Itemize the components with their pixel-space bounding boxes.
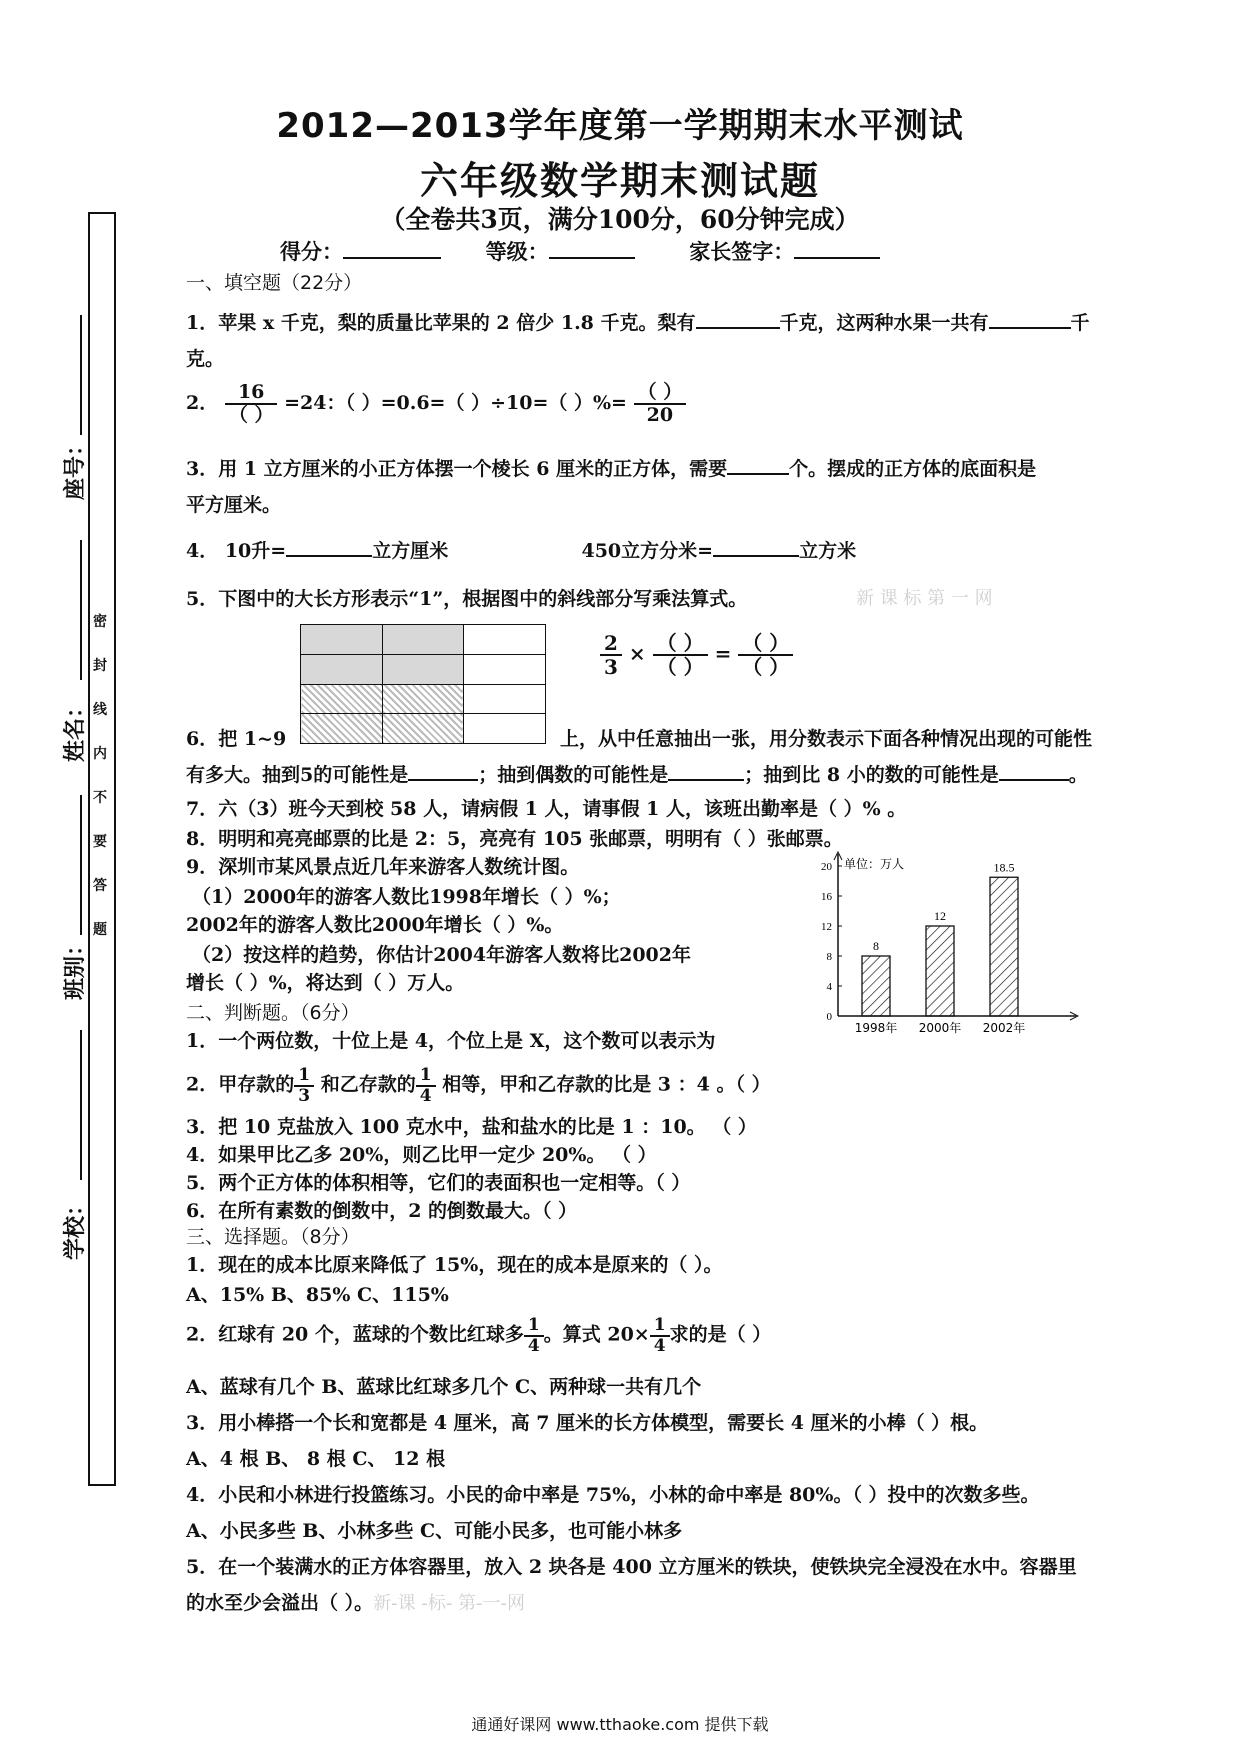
q3-1: 1．现在的成本比原来降低了 15%，现在的成本是原来的（ ）。 — [186, 1254, 723, 1276]
school-label: 学校： — [63, 1193, 88, 1260]
q3-4-options: A、小民多些 B、小林多些 C、可能小民多，也可能小林多 — [186, 1520, 683, 1542]
exam-subtitle: （全卷共3页，满分100分，60分钟完成） — [380, 205, 860, 234]
q1-2: 2． $\frac{16}{( )}$ =24：（ ）=0.6=（ ）÷10=（ ）%= $\frac{( )}{20}$ — [186, 382, 686, 426]
y-tick-label: 4 — [826, 981, 832, 993]
score-blank[interactable] — [343, 239, 441, 259]
q1-9: 9．深圳市某风景点近几年来游客人数统计图。 — [186, 856, 580, 878]
q2-6: 6．在所有素数的倒数中，2 的倒数最大。（ ） — [186, 1200, 578, 1222]
watermark-bottom: 新-课 -标- 第-一-网 — [373, 1593, 526, 1614]
class-line — [80, 795, 82, 935]
q1-1-blank-b[interactable] — [989, 309, 1071, 329]
q1-1-blank-a[interactable] — [696, 309, 780, 329]
q1-4-blank-a[interactable] — [286, 537, 372, 557]
parent-label: 家长签字： — [689, 240, 795, 264]
q1-5-expression: $\frac{2}{3}$ × $\frac{( )}{( )}$ = $\frac{( )}{( )}$ — [600, 632, 793, 678]
x-category-label: 2000年 — [918, 1021, 962, 1035]
q2-2: 2．甲存款的 $\frac{1}{3}$ 和乙存款的 $\frac{1}{4}$ 相等，甲和乙存款的比是 3 ：4 。（ ） — [186, 1065, 771, 1106]
section2-heading: 二、判断题。（6分） — [186, 1002, 360, 1024]
school-line — [80, 1030, 82, 1180]
q1-9-1a: （1）2000年的游客人数比1998年增长（ ）%； — [192, 886, 621, 908]
footer-credit: 通通好课网 www.tthaoke.com 提供下载 — [471, 1715, 769, 1734]
q3-5-cont: 的水至少会溢出（ ）。新-课 -标- 第-一-网 — [186, 1592, 526, 1614]
q1-6-cont: 有多大。抽到5的可能性是 ；抽到偶数的可能性是 ；抽到比 8 小的数的可能性是 。 — [186, 760, 1088, 787]
y-tick-label: 20 — [821, 861, 832, 873]
section1-heading: 一、填空题（22分） — [186, 272, 363, 294]
bar-1998年 — [862, 956, 890, 1016]
q1-3-cont: 平方厘米。 — [186, 494, 282, 516]
q3-3-options: A、4 根 B、 8 根 C、 12 根 — [186, 1448, 446, 1470]
q1-1-cont: 克。 — [186, 348, 225, 370]
bar-2000年 — [926, 926, 954, 1016]
name-line — [80, 540, 82, 680]
q3-3: 3．用小棒搭一个长和宽都是 4 厘米，高 7 厘米的长方体模型，需要长 4 厘米的小棒（ ）根。 — [186, 1412, 989, 1434]
tourist-bar-chart — [800, 848, 1080, 1038]
q1-5: 5．下图中的大长方形表示“1”，根据图中的斜线部分写乘法算式。 — [186, 588, 748, 610]
y-tick-label: 12 — [821, 921, 832, 933]
seat-line — [80, 315, 82, 435]
name-label: 姓名： — [63, 695, 88, 762]
grade-blank[interactable] — [549, 239, 635, 259]
q3-2: 2．红球有 20 个，蓝球的个数比红球多 $\frac{1}{4}$ 。算式 20× $\frac{1}{4}$ 求的是（ ） — [186, 1315, 772, 1356]
score-label: 得分： — [280, 240, 343, 264]
q1-9-1b: 2002年的游客人数比2000年增长（ ）%。 — [186, 914, 564, 936]
y-unit-label: 单位：万人 — [844, 857, 905, 871]
exam-title: 六年级数学期末测试题 — [419, 159, 820, 203]
q2-3: 3．把 10 克盐放入 100 克水中，盐和盐水的比是 1 ：10。 （ ） — [186, 1116, 757, 1138]
q1-9-2a: （2）按这样的趋势，你估计2004年游客人数将比2002年 — [192, 944, 691, 966]
q2-4: 4．如果甲比乙多 20%，则乙比甲一定少 20%。 （ ） — [186, 1144, 657, 1166]
q2-1: 1．一个两位数，十位上是 4，个位上是 X，这个数可以表示为 — [186, 1030, 716, 1052]
q3-4: 4．小民和小林进行投篮练习。小民的命中率是 75%，小林的命中率是 80%。（ ）投中的次数多些。 — [186, 1484, 1040, 1506]
y-tick-label: 16 — [821, 891, 832, 903]
class-label: 班别： — [63, 933, 88, 1000]
q1-5-rectangle-diagram — [300, 624, 546, 744]
seat-label: 座号： — [63, 433, 88, 500]
q1-3: 3．用 1 立方厘米的小正方体摆一个棱长 6 厘米的正方体，需要 个。摆成的正方体的底面积是 — [186, 454, 1036, 481]
q1-1: 1．苹果 x 千克，梨的质量比苹果的 2 倍少 1.8 千克。梨有 千克，这两种水果一共有 千 — [186, 308, 1090, 335]
q1-3-blank[interactable] — [727, 455, 789, 475]
q3-5: 5．在一个装满水的正方体容器里，放入 2 块各是 400 立方厘米的铁块，使铁块完全浸没在水中。容器里 — [186, 1556, 1077, 1578]
bar-value-label: 8 — [873, 939, 879, 953]
exam-year-title: 2012—2013学年度第一学期期末水平测试 — [276, 106, 964, 146]
q1-4-blank-b[interactable] — [713, 537, 799, 557]
section3-heading: 三、选择题。（8分） — [186, 1226, 360, 1248]
grade-label: 等级： — [485, 240, 549, 264]
x-category-label: 1998年 — [854, 1021, 898, 1035]
q1-2-fraction2: $\frac{( )}{20}$ — [634, 382, 687, 426]
q2-5: 5．两个正方体的体积相等，它们的表面积也一定相等。（ ） — [186, 1172, 691, 1194]
q3-2-options: A、蓝球有几个 B、蓝球比红球多几个 C、两种球一共有几个 — [186, 1376, 702, 1398]
q1-8: 8．明明和亮亮邮票的比是 2：5，亮亮有 105 张邮票，明明有（ ）张邮票。 — [186, 828, 843, 850]
q3-1-options: A、15% B、85% C、115% — [186, 1284, 449, 1306]
q1-9-2b: 增长（ ）%，将达到（ ）万人。 — [186, 972, 465, 994]
q1-2-fraction: $\frac{16}{( )}$ — [225, 382, 278, 426]
bar-2002年 — [990, 877, 1018, 1016]
watermark-top: 新 课 标 第 一 网 — [856, 588, 993, 609]
q1-6: 6．把 1~9 — [186, 728, 287, 750]
bar-value-label: 18.5 — [993, 860, 1015, 875]
q1-6-tail: 上，从中任意抽出一张，用分数表示下面各种情况出现的可能性 — [560, 728, 1093, 750]
seal-text: 密 封 线 内 不 要 答 题 — [93, 614, 107, 938]
y-tick-label: 8 — [826, 951, 832, 963]
x-category-label: 2002年 — [982, 1021, 1026, 1035]
score-bar — [280, 236, 880, 266]
bar-value-label: 12 — [934, 909, 946, 923]
q1-4: 4． 10升= 立方厘米 450立方分米= 立方米 — [186, 536, 856, 563]
parent-blank[interactable] — [794, 239, 880, 259]
y-tick-label: 0 — [826, 1011, 832, 1023]
q1-7: 7．六（3）班今天到校 58 人，请病假 1 人，请事假 1 人，该班出勤率是（ ）% 。 — [186, 798, 907, 820]
